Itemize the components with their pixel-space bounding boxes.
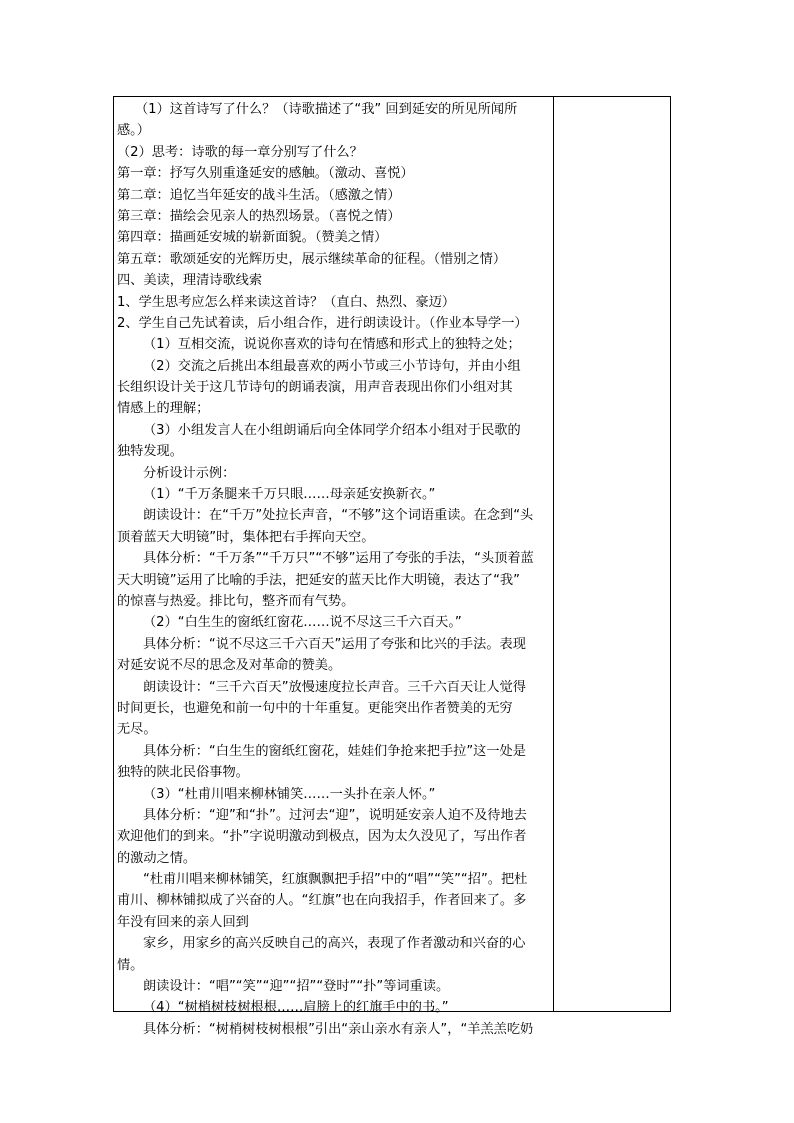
text-line: 家乡，用家乡的高兴反映自己的高兴，表现了作者激动和兴奋的心 (143, 936, 526, 952)
text-line: 欢迎他们的到来。“扑”字说明激动到极点，因为太久没见了，写出作者 (117, 829, 527, 845)
text-line: （1）“千万条腿来千万只眼……母亲延安换新衣。” (143, 487, 436, 503)
text-line: 具体分析：“树梢树枝树根根”引出“亲山亲水有亲人”，“羊羔羔吃奶 (143, 1021, 534, 1037)
text-line: 独特发现。 (117, 444, 183, 460)
text-line: 第一章：抒写久别重逢延安的感触。（激动、喜悦） (117, 166, 414, 182)
text-line: 独特的陕北民俗事物。 (117, 765, 249, 781)
text-line: （3）小组发言人在小组朗诵后向全体同学介绍本小组对于民歌的 (143, 422, 521, 438)
text-line: 长组织设计关于这几节诗句的朗诵表演，用声音表现出你们小组对其 (117, 380, 513, 396)
text-line: 无尽。 (117, 722, 157, 738)
text-line: 甫川、柳林铺拟成了兴奋的人。“红旗”也在向我招手，作者回来了。多 (117, 893, 527, 909)
notes-cell (554, 97, 670, 1011)
text-line: （4）“树梢树枝树根根……肩膀上的红旗手中的书。” (143, 1000, 449, 1016)
text-line: 年没有回来的亲人回到 (117, 914, 249, 930)
text-line: “杜甫川唱来柳林铺笑，红旗飘飘把手招”中的“唱”“笑”“招”。把杜 (143, 872, 528, 888)
text-line: 第三章：描绘会见亲人的热烈场景。（喜悦之情） (117, 208, 401, 224)
text-line: （1）这首诗写了什么？（诗歌描述了“我” 回到延安的所见所闻所 (135, 102, 518, 117)
text-line: 朗读设计：“唱”“笑”“迎”“招”“登时”“扑”等词重读。 (143, 979, 450, 995)
text-line: 的惊喜与热爱。排比句，整齐而有气势。 (117, 593, 355, 609)
text-line: 具体分析：“迎”和“扑”。过河去“迎”，说明延安亲人迫不及待地去 (143, 807, 527, 823)
text-line: 对延安说不尽的思念及对革命的赞美。 (117, 658, 342, 674)
text-line: 顶着蓝天大明镜”时，集体把右手挥向天空。 (117, 529, 375, 545)
lesson-table (113, 96, 671, 1037)
text-line: 天大明镜”运用了比喻的手法，把延安的蓝天比作大明镜，表达了“我” (117, 572, 520, 588)
text-line: 的激动之情。 (117, 850, 197, 866)
text-line: （2）“白生生的窗纸红窗花……说不尽这三千六百天。” (143, 615, 462, 631)
text-line: 朗读设计：“三千六百天”放慢速度拉长声音。三千六百天让人觉得 (143, 679, 526, 695)
text-line: （2）交流之后挑出本组最喜欢的两小节或三小节诗句，并由小组 (143, 358, 521, 374)
text-line: 时间更长，也避免和前一句中的十年重复。更能突出作者赞美的无穷 (117, 700, 513, 716)
text-line: 感。） (117, 123, 150, 139)
text-line: （2）思考：诗歌的每一章分别写了什么？ (117, 144, 363, 160)
text-line: 朗读设计：在“千万”处拉长声音，“不够”这个词语重读。在念到“头 (143, 508, 534, 524)
text-line: 情。 (117, 957, 144, 973)
content-cell (117, 99, 549, 1037)
text-line: 分析设计示例： (143, 465, 236, 481)
text-line: 2、学生自己先试着读，后小组合作，进行朗读设计。（作业本导学一） (117, 315, 528, 331)
text-line: 第二章：追忆当年延安的战斗生活。（感激之情） (117, 187, 401, 203)
text-line: 1、学生思考应怎么样来读这首诗？（直白、热烈、豪迈） (117, 294, 456, 310)
text-line: 情感上的理解； (117, 401, 210, 417)
text-line: 四、美读，理清诗歌线索 (117, 273, 263, 289)
text-line: 第四章：描画延安城的崭新面貌。（赞美之情） (117, 230, 388, 246)
text-line: 具体分析：“千万条”“千万只”“不够”运用了夸张的手法，“头顶着蓝 (143, 551, 534, 567)
text-line: （3）“杜甫川唱来柳林铺笑……一头扑在亲人怀。” (143, 786, 436, 802)
text-line: （1）互相交流，说说你喜欢的诗句在情感和形式上的独特之处； (143, 337, 521, 353)
text-line: 具体分析：“说不尽这三千六百天”运用了夸张和比兴的手法。表现 (143, 636, 526, 652)
text-line: 具体分析：“白生生的窗纸红窗花，娃娃们争抢来把手拉”这一处是 (143, 743, 526, 759)
text-line: 第五章：歌颂延安的光辉历史，展示继续革命的征程。（惜别之情） (117, 251, 507, 267)
